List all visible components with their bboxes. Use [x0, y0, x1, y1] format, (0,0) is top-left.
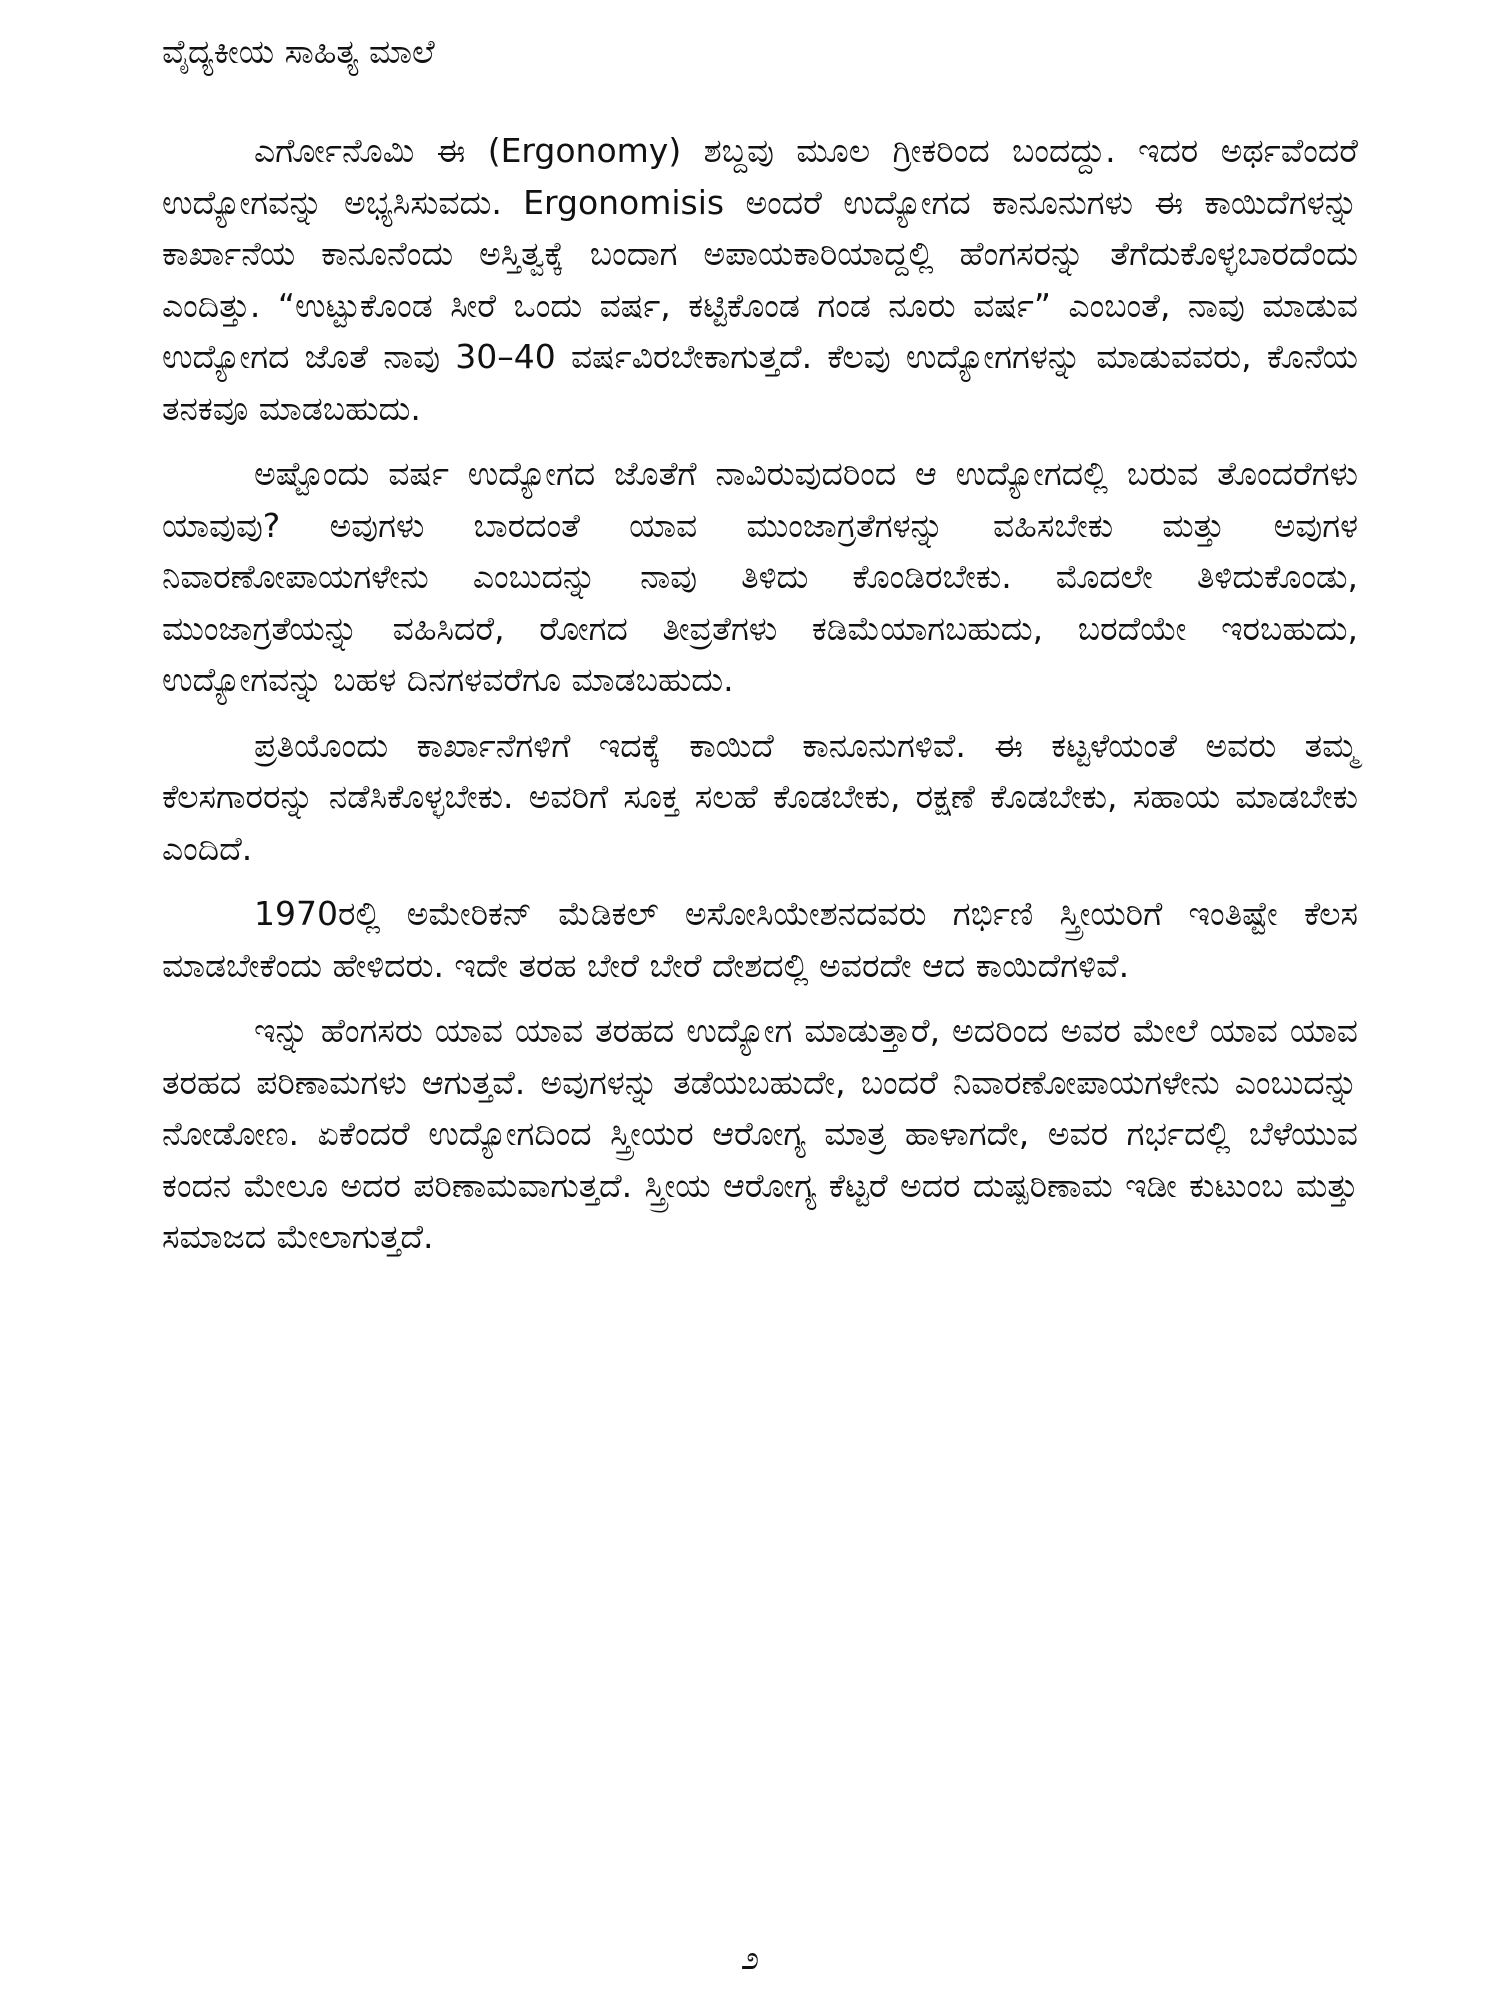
body-text — [162, 125, 1358, 1277]
paragraph-ama-1970: 1970ರಲ್ಲಿ ಅಮೇರಿಕನ್ ಮೆಡಿಕಲ್ ಅಸೋಸಿಯೇಶನದವರು ಗರ್ಭಿಣಿ ಸ್ತ್ರೀಯರಿಗೆ ಇಂತಿಷ್ಟೇ ಕೆಲಸ ಮಾಡಬೇಕೆಂದು ಹೇಳಿದರು. ಇದೇ ತರಹ ಬೇರೆ ಬೇರೆ ದೇಶದಲ್ಲಿ ಅವರದೇ ಆದ ಕಾಯಿದೆಗಳಿವೆ. — [162, 894, 1358, 985]
paragraph-factory-laws: ಪ್ರತಿಯೊಂದು ಕಾರ್ಖಾನೆಗಳಿಗೆ ಇದಕ್ಕೆ ಕಾಯಿದೆ ಕಾನೂನುಗಳಿವೆ. ಈ ಕಟ್ಟಳೆಯಂತೆ ಅವರು ತಮ್ಮ ಕೆಲಸಗಾರರನ್ನು ನಡೆಸಿಕೊಳ್ಳಬೇಕು. ಅವರಿಗೆ ಸೂಕ್ತ ಸಲಹೆ ಕೊಡಬೇಕು, ರಕ್ಷಣೆ ಕೊಡಬೇಕು, ಸಹಾಯ ಮಾಡಬೇಕು ಎಂದಿದೆ. — [162, 725, 1358, 868]
paragraph-ergonomy-definition: ಎರ್ಗೋನೊಮಿ ಈ (Ergonomy) ಶಬ್ದವು ಮೂಲ ಗ್ರೀಕರಿಂದ ಬಂದದ್ದು. ಇದರ ಅರ್ಥವೆಂದರೆ ಉದ್ಯೋಗವನ್ನು ಅಭ್ಯಸಿಸುವದು. Ergonomisis ಅಂದರೆ ಉದ್ಯೋಗದ ಕಾನೂನುಗಳು ಈ ಕಾಯಿದೆಗಳನ್ನು ಕಾರ್ಖಾನೆಯ ಕಾನೂನೆಂದು ಅಸ್ತಿತ್ವಕ್ಕೆ ಬಂದಾಗ ಅಪಾಯಕಾರಿಯಾದ್ದಲ್ಲಿ ಹೆಂಗಸರನ್ನು ತೆಗೆದುಕೊಳ್ಳಬಾರದೆಂದು ಎಂದಿತ್ತು. “ಉಟ್ಟುಕೊಂಡ ಸೀರೆ ಒಂದು ವರ್ಷ, ಕಟ್ಟಿಕೊಂಡ ಗಂಡ ನೂರು ವರ್ಷ” ಎಂಬಂತೆ, ನಾವು ಮಾಡುವ ಉದ್ಯೋಗದ ಜೊತೆ ನಾವು 30–40 ವರ್ಷವಿರಬೇಕಾಗುತ್ತದೆ. ಕೆಲವು ಉದ್ಯೋಗಗಳನ್ನು ಮಾಡುವವರು, ಕೊನೆಯ ತನಕವೂ ಮಾಡಬಹುದು. — [162, 131, 1358, 428]
paragraph-women-occupation-effects: ಇನ್ನು ಹೆಂಗಸರು ಯಾವ ಯಾವ ತರಹದ ಉದ್ಯೋಗ ಮಾಡುತ್ತಾರೆ, ಅದರಿಂದ ಅವರ ಮೇಲೆ ಯಾವ ಯಾವ ತರಹದ ಪರಿಣಾಮಗಳು ಆಗುತ್ತವೆ. ಅವುಗಳನ್ನು ತಡೆಯಬಹುದೇ, ಬಂದರೆ ನಿವಾರಣೋಪಾಯಗಳೇನು ಎಂಬುದನ್ನು ನೋಡೋಣ. ಏಕೆಂದರೆ ಉದ್ಯೋಗದಿಂದ ಸ್ತ್ರೀಯರ ಆರೋಗ್ಯ ಮಾತ್ರ ಹಾಳಾಗದೇ, ಅವರ ಗರ್ಭದಲ್ಲಿ ಬೆಳೆಯುವ ಕಂದನ ಮೇಲೂ ಅದರ ಪರಿಣಾಮವಾಗುತ್ತದೆ. ಸ್ತ್ರೀಯ ಆರೋಗ್ಯ ಕೆಟ್ಟರೆ ಅದರ ದುಷ್ಪರಿಣಾಮ ಇಡೀ ಕುಟುಂಬ ಮತ್ತು ಸಮಾಜದ ಮೇಲಾಗುತ್ತದೆ. — [162, 1011, 1358, 1256]
paragraph-precautions: ಅಷ್ಟೊಂದು ವರ್ಷ ಉದ್ಯೋಗದ ಜೊತೆಗೆ ನಾವಿರುವುದರಿಂದ ಆ ಉದ್ಯೋಗದಲ್ಲಿ ಬರುವ ತೊಂದರೆಗಳು ಯಾವುವು? ಅವುಗಳು ಬಾರದಂತೆ ಯಾವ ಮುಂಜಾಗ್ರತೆಗಳನ್ನು ವಹಿಸಬೇಕು ಮತ್ತು ಅವುಗಳ ನಿವಾರಣೋಪಾಯಗಳೇನು ಎಂಬುದನ್ನು ನಾವು ತಿಳಿದು ಕೊಂಡಿರಬೇಕು. ಮೊದಲೇ ತಿಳಿದುಕೊಂಡು, ಮುಂಜಾಗ್ರತೆಯನ್ನು ವಹಿಸಿದರೆ, ರೋಗದ ತೀವ್ರತೆಗಳು ಕಡಿಮೆಯಾಗಬಹುದು, ಬರದೆಯೇ ಇರಬಹುದು, ಉದ್ಯೋಗವನ್ನು ಬಹಳ ದಿನಗಳವರೆಗೂ ಮಾಡಬಹುದು. — [162, 454, 1358, 699]
running-header: ವೈದ್ಯಕೀಯ ಸಾಹಿತ್ಯ ಮಾಲೆ — [162, 32, 435, 71]
page-number: ೨ — [740, 1938, 760, 1977]
